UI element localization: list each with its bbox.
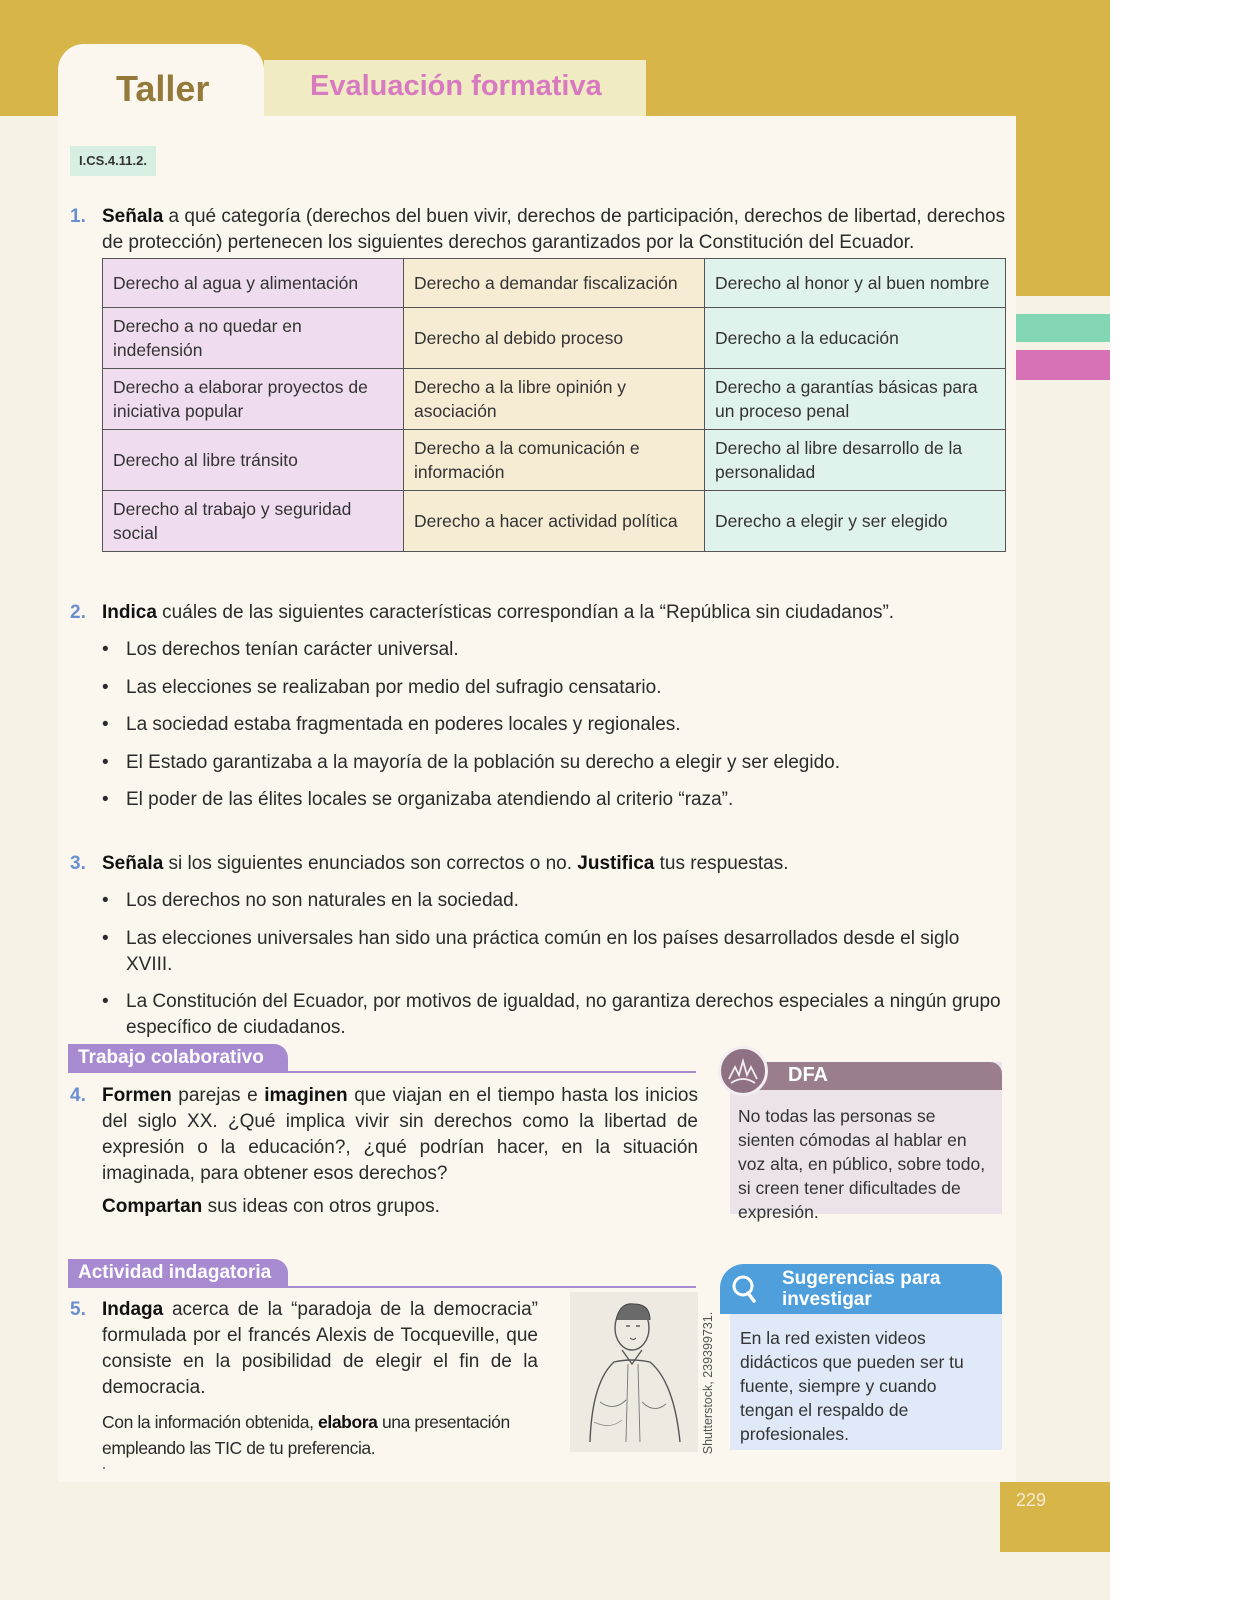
question-5-part-2a: Con la información obtenida,: [102, 1412, 319, 1432]
question-3-verb-2: Justifica: [577, 853, 655, 874]
question-4-part-3: sus ideas con otros grupos.: [202, 1196, 440, 1217]
question-4-text: [102, 1083, 698, 1187]
table-cell: Derecho a hacer actividad política: [403, 491, 704, 552]
list-item: • Las elecciones universales han sido una práctica común en los países desarrollados desde el siglo XVIII.: [102, 926, 1008, 978]
question-3-number: 3.: [70, 853, 86, 874]
table-cell: Derecho al debido proceso: [403, 308, 704, 369]
photo-credit: Shutterstock, 239399731.: [701, 1311, 715, 1455]
table-row: [103, 369, 1006, 430]
question-1-text: [102, 204, 1008, 256]
question-2-verb: Indica: [102, 602, 157, 623]
question-5-number: 5.: [70, 1299, 86, 1320]
question-4-share: [102, 1194, 698, 1220]
question-3-end: tus respuestas.: [654, 853, 789, 874]
question-2-list: [102, 637, 1008, 825]
page-number: 229: [1016, 1490, 1047, 1510]
list-item: • Los derechos tenían carácter universal.: [102, 637, 1008, 663]
table-cell: Derecho a la educación: [704, 308, 1005, 369]
question-2-body: cuáles de las siguientes características correspondían a la “República sin ciudadanos”.: [156, 602, 895, 623]
list-item: • El poder de las élites locales se organizaba atendiendo al criterio “raza”.: [102, 787, 1008, 813]
question-5-verb-1: Indaga: [102, 1299, 164, 1320]
section-heading-actividad: Actividad indagatoria: [68, 1259, 288, 1287]
side-tab-pink: [1016, 350, 1110, 380]
table-row: [103, 430, 1006, 491]
sugerencias-text: En la red existen videos didácticos que pueden ser tu fuente, siempre y cuando tengan el respaldo de profesionales.: [740, 1328, 964, 1444]
magnifier-icon: [726, 1270, 764, 1308]
question-4-part-2: que viajan en el tiempo hasta los inicios del siglo XX. ¿Qué implica vivir sin derechos como la libertad de expresión o la educación?, ¿qué podrían hacer, en la situación imaginada, para obtener esos derechos?: [102, 1085, 698, 1184]
table-cell: Derecho a demandar fiscalización: [403, 259, 704, 308]
question-5-part-1: acerca de la “paradoja de la democracia” formulada por el francés Alexis de Tocqueville, que consiste en la posibilidad de elegir el fin de la democracia.: [102, 1299, 538, 1398]
curriculum-code: I.CS.4.11.2.: [70, 146, 156, 176]
tab-evaluacion: [264, 60, 646, 116]
list-item: • La sociedad estaba fragmentada en poderes locales y regionales.: [102, 712, 1008, 738]
table-row: [103, 308, 1006, 369]
question-5-text: [102, 1297, 538, 1401]
page-number-box: [1000, 1482, 1110, 1552]
question-4-verb-2: imaginen: [264, 1085, 348, 1106]
question-4-part-1: parejas e: [171, 1085, 265, 1106]
table-cell: Derecho al honor y al buen nombre: [704, 259, 1005, 308]
question-4-verb-3: Compartan: [102, 1196, 203, 1217]
question-2-text: [102, 600, 1008, 626]
table-cell: Derecho al libre desarrollo de la personalidad: [704, 430, 1005, 491]
question-5-verb-2: elabora: [318, 1412, 378, 1432]
table-cell: Derecho a la libre opinión y asociación: [403, 369, 704, 430]
section-heading-trabajo: Trabajo colaborativo: [68, 1044, 288, 1072]
table-cell: Derecho al libre tránsito: [103, 430, 404, 491]
list-item: • Las elecciones se realizaban por medio del sufragio censatario.: [102, 675, 1008, 701]
hands-icon: [718, 1046, 768, 1096]
question-1-verb: Señala: [102, 206, 164, 227]
question-3-list: [102, 888, 1008, 1053]
rights-table: [102, 258, 1006, 552]
dfa-title: DFA: [788, 1064, 828, 1086]
footer-mark: [103, 1467, 105, 1469]
tab-taller-label: Taller: [116, 68, 210, 109]
question-4-number: 4.: [70, 1085, 86, 1106]
side-tab-green: [1016, 314, 1110, 342]
question-3-verb: Señala: [102, 853, 164, 874]
dfa-text: No todas las personas se sienten cómodas al hablar en voz alta, en público, sobre todo, si creen tener dificultades de expresión.: [738, 1106, 986, 1222]
question-1-body: a qué categoría (derechos del buen vivir, derechos de participación, derechos de libertad, derechos de protección) pertenecen los siguientes derechos garantizados por la Constitución del Ecuador.: [102, 206, 1006, 253]
table-cell: Derecho a no quedar en indefensión: [103, 308, 404, 369]
table-row: [103, 491, 1006, 552]
sugerencias-title: Sugerencias para investigar: [782, 1268, 941, 1310]
question-3-body: si los siguientes enunciados son correctos o no.: [163, 853, 578, 874]
list-item: • La Constitución del Ecuador, por motivos de igualdad, no garantiza derechos especiales a ningún grupo específico de ciudadanos.: [102, 989, 1008, 1041]
section-divider: [68, 1286, 696, 1288]
dfa-header: [754, 1062, 1002, 1090]
question-3-text: [102, 851, 1008, 877]
question-5-part-2b: una presentación empleando las TIC de tu preferencia.: [102, 1412, 510, 1458]
table-cell: Derecho a garantías básicas para un proceso penal: [704, 369, 1005, 430]
question-2-number: 2.: [70, 602, 86, 623]
table-cell: Derecho a elaborar proyectos de iniciativa popular: [103, 369, 404, 430]
tab-evaluacion-label: Evaluación formativa: [310, 70, 602, 102]
section-divider: [68, 1071, 696, 1073]
side-band: [1016, 116, 1110, 296]
table-cell: Derecho a la comunicación e información: [403, 430, 704, 491]
list-item: • Los derechos no son naturales en la sociedad.: [102, 888, 1008, 914]
table-cell: Derecho al agua y alimentación: [103, 259, 404, 308]
tocqueville-portrait: [570, 1292, 698, 1452]
table-cell: Derecho a elegir y ser elegido: [704, 491, 1005, 552]
tab-taller: [58, 44, 264, 126]
question-4-verb-1: Formen: [102, 1085, 172, 1106]
question-1-number: 1.: [70, 206, 86, 227]
list-item: • El Estado garantizaba a la mayoría de la población su derecho a elegir y ser elegido.: [102, 750, 1008, 776]
table-cell: Derecho al trabajo y seguridad social: [103, 491, 404, 552]
question-5-instructions: [102, 1409, 546, 1461]
table-row: [103, 259, 1006, 308]
